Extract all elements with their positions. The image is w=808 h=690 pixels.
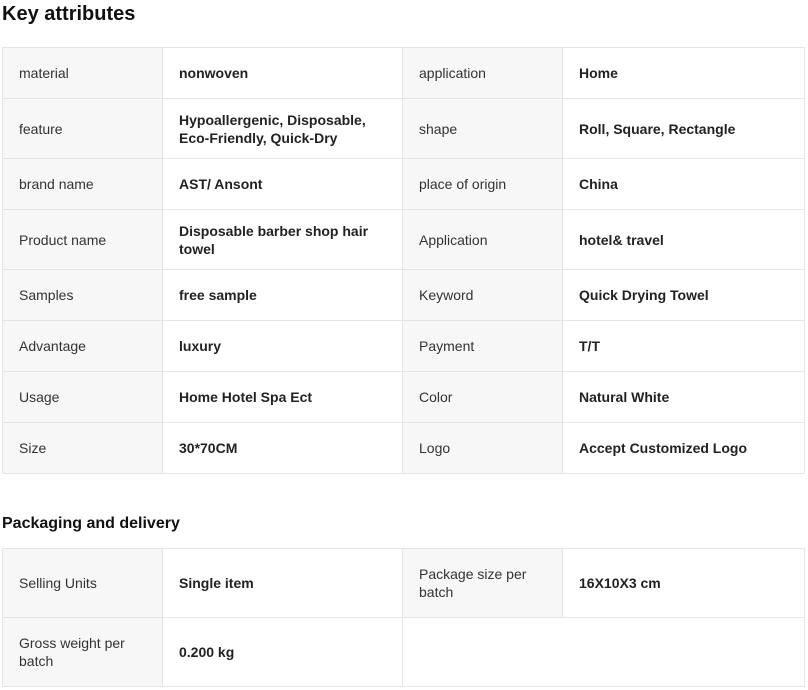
attribute-value: Disposable barber shop hair towel	[163, 210, 403, 270]
attribute-label: feature	[3, 99, 163, 159]
attribute-value: Natural White	[563, 372, 805, 423]
attribute-value: 0.200 kg	[163, 618, 403, 687]
attribute-label: Selling Units	[3, 549, 163, 618]
attribute-label: Product name	[3, 210, 163, 270]
attribute-value: AST/ Ansont	[163, 159, 403, 210]
attribute-label: Usage	[3, 372, 163, 423]
attribute-value: free sample	[163, 270, 403, 321]
table-row	[3, 549, 805, 618]
attribute-label: place of origin	[403, 159, 563, 210]
attribute-label: Color	[403, 372, 563, 423]
attribute-label: Payment	[403, 321, 563, 372]
attribute-label: Logo	[403, 423, 563, 474]
key-attributes-table	[2, 47, 805, 474]
attribute-label: Samples	[3, 270, 163, 321]
table-row	[3, 48, 805, 99]
attribute-label: Gross weight per batch	[3, 618, 163, 687]
table-row	[3, 618, 805, 687]
attribute-value: Single item	[163, 549, 403, 618]
attribute-value: Home	[563, 48, 805, 99]
attribute-value: 30*70CM	[163, 423, 403, 474]
attribute-label: Package size per batch	[403, 549, 563, 618]
attribute-label: Advantage	[3, 321, 163, 372]
attribute-label: Keyword	[403, 270, 563, 321]
attribute-value: luxury	[163, 321, 403, 372]
attribute-value: hotel& travel	[563, 210, 805, 270]
attribute-value: Hypoallergenic, Disposable, Eco-Friendly, Quick-Dry	[163, 99, 403, 159]
table-row	[3, 372, 805, 423]
table-row	[3, 321, 805, 372]
attribute-value: nonwoven	[163, 48, 403, 99]
packaging-delivery-table	[2, 548, 805, 687]
attribute-value: China	[563, 159, 805, 210]
attribute-value: 16X10X3 cm	[563, 549, 805, 618]
attribute-label: material	[3, 48, 163, 99]
table-row	[3, 423, 805, 474]
attribute-label: shape	[403, 99, 563, 159]
attribute-value: T/T	[563, 321, 805, 372]
table-row	[3, 270, 805, 321]
attribute-value: Roll, Square, Rectangle	[563, 99, 805, 159]
attribute-value: Accept Customized Logo	[563, 423, 805, 474]
table-row	[3, 159, 805, 210]
attribute-value: Home Hotel Spa Ect	[163, 372, 403, 423]
table-row	[3, 210, 805, 270]
table-row	[3, 99, 805, 159]
attribute-label: brand name	[3, 159, 163, 210]
empty-cell	[403, 618, 805, 687]
key-attributes-heading: Key attributes	[2, 3, 136, 25]
attribute-label: Application	[403, 210, 563, 270]
attribute-label: Size	[3, 423, 163, 474]
attribute-value: Quick Drying Towel	[563, 270, 805, 321]
packaging-delivery-heading: Packaging and delivery	[2, 515, 180, 532]
attribute-label: application	[403, 48, 563, 99]
